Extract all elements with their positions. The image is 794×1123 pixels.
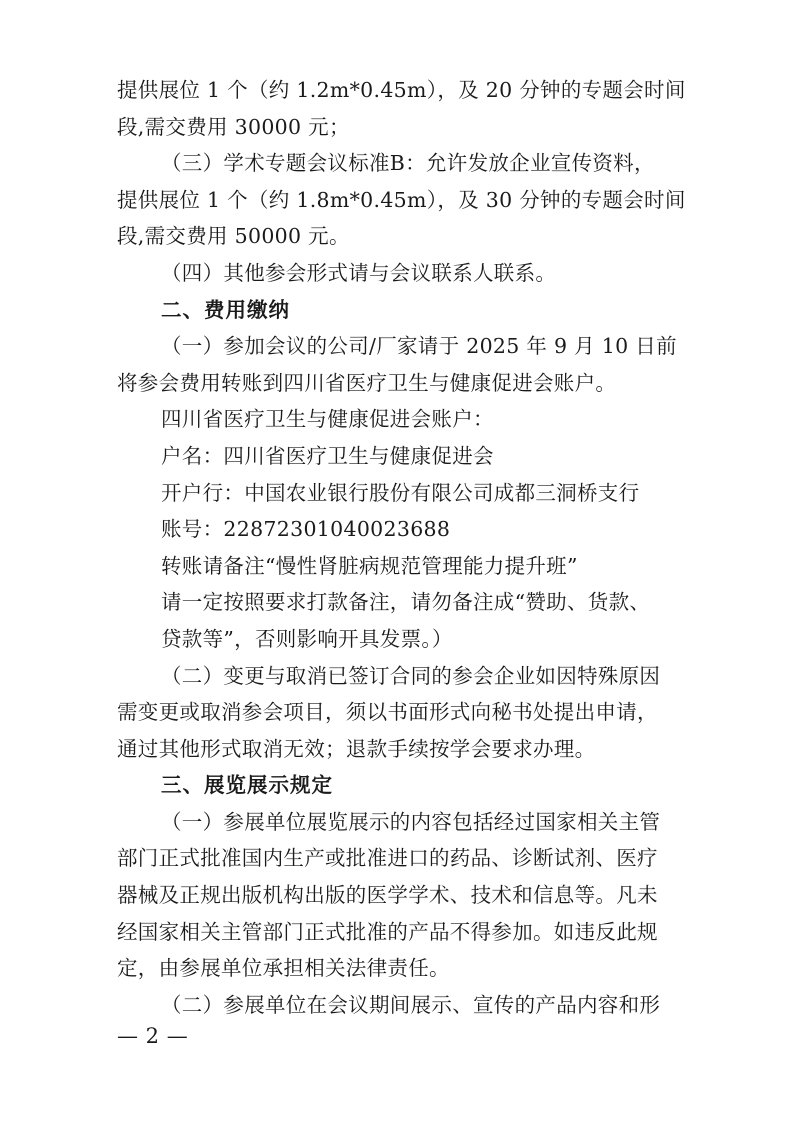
text-line: 提供展位 1 个（约 1.8m*0.45m），及 30 分钟的专题会时间 [117,187,686,212]
text-line: 开户行：中国农业银行股份有限公司成都三洞桥支行 [161,480,640,505]
text-line: 通过其他形式取消无效；退款手续按学会要求办理。 [117,736,596,761]
text-line: 请一定按照要求打款备注，请勿备注成“赞助、货款、 [161,590,651,615]
text-line: 经国家相关主管部门正式批准的产品不得参加。如违反此规 [117,919,658,944]
text-line: 段,需交费用 30000 元； [117,114,350,139]
text-line: 户名：四川省医疗卫生与健康促进会 [161,443,494,468]
section-heading: 三、展览展示规定 [161,773,333,798]
text-line: （一）参展单位展览展示的内容包括经过国家相关主管 [161,809,661,834]
document-body [117,72,686,1023]
text-line: 将参会费用转账到四川省医疗卫生与健康促进会账户。 [117,370,617,395]
section-heading: 二、费用缴纳 [161,297,290,322]
text-line: 器械及正规出版机构出版的医学学术、技术和信息等。凡未 [117,883,658,908]
text-line: 四川省医疗卫生与健康促进会账户： [161,407,494,432]
text-line: 需变更或取消参会项目，须以书面形式向秘书处提出申请， [117,700,658,725]
text-line: 提供展位 1 个（约 1.2m*0.45m），及 20 分钟的专题会时间 [117,78,686,102]
text-line: （四）其他参会形式请与会议联系人联系。 [161,260,557,285]
text-line: （二）参展单位在会议期间展示、宣传的产品内容和形 [161,992,661,1017]
text-line: 贷款等”，否则影响开具发票。） [161,626,453,651]
text-line: 账号：22872301040023688 [161,517,451,542]
text-line: （一）参加会议的公司/厂家请于 2025 年 9 月 10 日前 [161,334,677,359]
text-line: （二）变更与取消已签订合同的参会企业如因特殊原因 [161,663,661,688]
page-number: — 2 — [117,1024,189,1048]
text-line: 部门正式批准国内生产或批准进口的药品、诊断试剂、医疗 [117,846,658,871]
text-line: 定，由参展单位承担相关法律责任。 [117,956,450,981]
text-line: 转账请备注“慢性肾脏病规范管理能力提升班” [161,553,578,578]
text-line: （三）学术专题会议标准B：允许发放企业宣传资料， [161,151,655,176]
text-line: 段,需交费用 50000 元。 [117,224,350,249]
